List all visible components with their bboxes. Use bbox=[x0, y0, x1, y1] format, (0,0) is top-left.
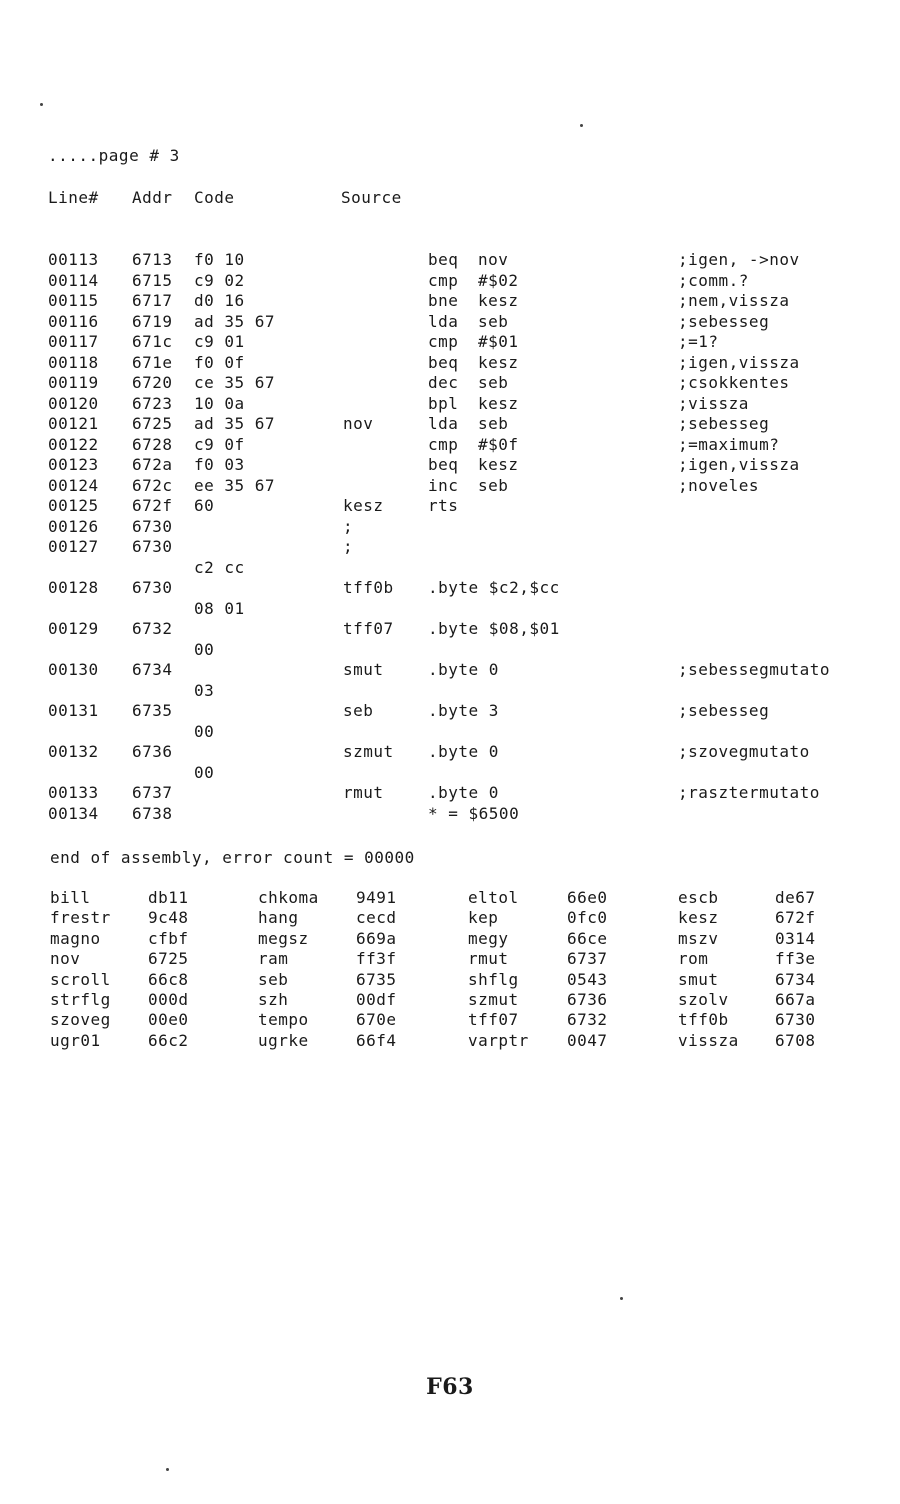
listing-label: ; bbox=[343, 537, 354, 556]
symbol-row bbox=[0, 929, 900, 949]
listing-op: .byte 0 bbox=[428, 742, 499, 761]
listing-addr: 6725 bbox=[132, 414, 173, 433]
column-source: Source bbox=[341, 188, 402, 207]
symbol-name: escb bbox=[678, 888, 719, 907]
listing-line: 00117 bbox=[48, 332, 99, 351]
listing-row bbox=[0, 414, 900, 434]
listing-addr: 6717 bbox=[132, 291, 173, 310]
listing-arg: #$01 bbox=[478, 332, 519, 351]
listing-comment: ;igen,vissza bbox=[678, 455, 800, 474]
symbol-name: scroll bbox=[50, 969, 111, 989]
symbol-name: szh bbox=[258, 990, 289, 1009]
symbol-value: 6732 bbox=[567, 1010, 608, 1030]
listing-line: 00116 bbox=[48, 311, 99, 331]
listing-row bbox=[0, 250, 900, 270]
symbol-value: cfbf bbox=[148, 928, 189, 948]
scan-speck bbox=[166, 1468, 169, 1471]
listing-line: 00121 bbox=[48, 414, 99, 433]
symbol-name: shflg bbox=[468, 969, 519, 989]
listing-code: ad 35 67 bbox=[194, 414, 276, 433]
listing-line: 00131 bbox=[48, 701, 99, 720]
listing-row bbox=[0, 804, 900, 824]
listing-op: cmp bbox=[428, 270, 459, 290]
symbol-name: nov bbox=[50, 949, 81, 969]
listing-row bbox=[0, 373, 900, 393]
listing-op: cmp bbox=[428, 434, 459, 454]
listing-addr: 671e bbox=[132, 352, 173, 372]
column-addr: Addr bbox=[132, 188, 173, 207]
symbol-value: 66c2 bbox=[148, 1030, 189, 1050]
listing-addr: 6734 bbox=[132, 660, 173, 679]
listing-code: ce 35 67 bbox=[194, 373, 276, 392]
end-of-assembly-line: end of assembly, error count = 00000 bbox=[50, 848, 415, 867]
listing-op: bpl bbox=[428, 393, 459, 413]
listing-op: .byte $08,$01 bbox=[428, 619, 560, 638]
symbol-value: de67 bbox=[775, 888, 816, 907]
symbol-row bbox=[0, 990, 900, 1010]
listing-line: 00132 bbox=[48, 742, 99, 761]
listing-code: c2 cc bbox=[194, 557, 245, 577]
listing-comment: ;sebesseg bbox=[678, 414, 770, 433]
listing-addr: 6719 bbox=[132, 311, 173, 331]
listing-line: 00130 bbox=[48, 660, 99, 679]
symbol-name: rom bbox=[678, 949, 709, 969]
symbol-name: hang bbox=[258, 908, 299, 928]
listing-line: 00122 bbox=[48, 434, 99, 454]
listing-addr: 6730 bbox=[132, 537, 173, 556]
listing-op: beq bbox=[428, 250, 459, 269]
listing-row bbox=[0, 455, 900, 475]
listing-op: lda bbox=[428, 311, 459, 331]
listing-comment: ;sebesseg bbox=[678, 701, 770, 720]
listing-line: 00115 bbox=[48, 291, 99, 310]
listing-arg: kesz bbox=[478, 393, 519, 413]
symbol-value: 6736 bbox=[567, 990, 608, 1009]
listing-line: 00127 bbox=[48, 537, 99, 556]
symbol-row bbox=[0, 949, 900, 969]
scan-speck bbox=[620, 1297, 623, 1300]
listing-line: 00124 bbox=[48, 475, 99, 495]
symbol-value: 9491 bbox=[356, 888, 397, 907]
listing-addr: 6732 bbox=[132, 619, 173, 638]
listing-label: ; bbox=[343, 516, 354, 536]
listing-row bbox=[0, 353, 900, 373]
symbol-name: seb bbox=[258, 969, 289, 989]
symbol-name: kep bbox=[468, 908, 499, 928]
listing-comment: ;=maximum? bbox=[678, 434, 780, 454]
symbol-name: mszv bbox=[678, 928, 719, 948]
symbol-name: bill bbox=[50, 888, 91, 907]
listing-arg: kesz bbox=[478, 352, 519, 372]
symbol-value: 0fc0 bbox=[567, 908, 608, 928]
listing-row bbox=[0, 763, 900, 783]
symbol-value: 669a bbox=[356, 928, 397, 948]
listing-arg: nov bbox=[478, 250, 509, 269]
listing-addr: 6720 bbox=[132, 373, 173, 392]
listing-addr: 6736 bbox=[132, 742, 173, 761]
listing-op: .byte 3 bbox=[428, 701, 499, 720]
listing-row bbox=[0, 783, 900, 803]
listing-code: d0 16 bbox=[194, 291, 245, 310]
listing-comment: ;csokkentes bbox=[678, 373, 790, 392]
listing-line: 00113 bbox=[48, 250, 99, 269]
listing-comment: ;=1? bbox=[678, 332, 719, 351]
listing-code: f0 0f bbox=[194, 352, 245, 372]
listing-code: ad 35 67 bbox=[194, 311, 276, 331]
listing-label: smut bbox=[343, 660, 384, 679]
listing-row bbox=[0, 681, 900, 701]
scan-speck bbox=[40, 103, 43, 106]
symbol-name: ugrke bbox=[258, 1030, 309, 1050]
listing-comment: ;igen, ->nov bbox=[678, 250, 800, 269]
symbol-value: 6735 bbox=[356, 969, 397, 989]
listing-code: c9 01 bbox=[194, 332, 245, 351]
symbol-name: rmut bbox=[468, 949, 509, 969]
listing-row bbox=[0, 599, 900, 619]
symbol-value: 00e0 bbox=[148, 1010, 189, 1030]
listing-addr: 6737 bbox=[132, 783, 173, 802]
listing-addr: 672a bbox=[132, 455, 173, 474]
listing-comment: ;vissza bbox=[678, 393, 749, 413]
listing-addr: 672c bbox=[132, 475, 173, 495]
listing-arg: #$02 bbox=[478, 270, 519, 290]
listing-arg: seb bbox=[478, 311, 509, 331]
listing-arg: kesz bbox=[478, 455, 519, 474]
symbol-value: 670e bbox=[356, 1010, 397, 1030]
listing-row bbox=[0, 701, 900, 721]
listing-op: beq bbox=[428, 455, 459, 474]
listing-addr: 672f bbox=[132, 496, 173, 515]
listing-addr: 6728 bbox=[132, 434, 173, 454]
listing-addr: 6730 bbox=[132, 516, 173, 536]
listing-addr: 671c bbox=[132, 332, 173, 351]
listing-row bbox=[0, 640, 900, 660]
symbol-row bbox=[0, 1010, 900, 1030]
symbol-name: szmut bbox=[468, 990, 519, 1009]
listing-op: bne bbox=[428, 291, 459, 310]
listing-row bbox=[0, 394, 900, 414]
symbol-name: tff07 bbox=[468, 1010, 519, 1030]
listing-comment: ;igen,vissza bbox=[678, 352, 800, 372]
symbol-name: vissza bbox=[678, 1030, 739, 1050]
listing-row bbox=[0, 578, 900, 598]
listing-line: 00126 bbox=[48, 516, 99, 536]
symbol-value: 0543 bbox=[567, 969, 608, 989]
listing-line: 00134 bbox=[48, 803, 99, 823]
listing-label: rmut bbox=[343, 783, 384, 802]
listing-op: cmp bbox=[428, 332, 459, 351]
listing-label: tff0b bbox=[343, 578, 394, 597]
column-line: Line# bbox=[48, 188, 99, 207]
listing-code: 08 01 bbox=[194, 598, 245, 618]
symbol-value: cecd bbox=[356, 908, 397, 928]
symbol-value: 0047 bbox=[567, 1030, 608, 1050]
symbol-row bbox=[0, 888, 900, 908]
symbol-value: ff3f bbox=[356, 949, 397, 969]
listing-comment: ;sebessegmutato bbox=[678, 660, 830, 679]
symbol-value: 66f4 bbox=[356, 1030, 397, 1050]
listing-row bbox=[0, 558, 900, 578]
column-code: Code bbox=[194, 188, 235, 207]
symbol-value: 66e0 bbox=[567, 888, 608, 907]
listing-code: ee 35 67 bbox=[194, 475, 276, 495]
symbol-value: 6730 bbox=[775, 1010, 816, 1030]
symbol-value: 000d bbox=[148, 990, 189, 1009]
listing-line: 00118 bbox=[48, 352, 99, 372]
listing-row bbox=[0, 660, 900, 680]
listing-code: c9 0f bbox=[194, 434, 245, 454]
listing-op: dec bbox=[428, 373, 459, 392]
listing-arg: seb bbox=[478, 475, 509, 495]
listing-op: inc bbox=[428, 475, 459, 495]
symbol-name: tempo bbox=[258, 1010, 309, 1030]
listing-comment: ;szovegmutato bbox=[678, 742, 810, 761]
listing-row bbox=[0, 537, 900, 557]
listing-addr: 6730 bbox=[132, 578, 173, 597]
listing-op: beq bbox=[428, 352, 459, 372]
symbol-row bbox=[0, 908, 900, 928]
symbol-name: tff0b bbox=[678, 1010, 729, 1030]
listing-row bbox=[0, 476, 900, 496]
symbol-value: 6708 bbox=[775, 1030, 816, 1050]
symbol-value: 6737 bbox=[567, 949, 608, 969]
symbol-name: eltol bbox=[468, 888, 519, 907]
symbol-value: 667a bbox=[775, 990, 816, 1009]
listing-label: szmut bbox=[343, 742, 394, 761]
listing-arg: seb bbox=[478, 414, 509, 433]
symbol-value: 66ce bbox=[567, 928, 608, 948]
listing-code: f0 03 bbox=[194, 455, 245, 474]
listing-line: 00125 bbox=[48, 496, 99, 515]
symbol-name: chkoma bbox=[258, 888, 319, 907]
listing-op: .byte 0 bbox=[428, 660, 499, 679]
listing-row bbox=[0, 271, 900, 291]
listing-code: f0 10 bbox=[194, 250, 245, 269]
symbol-name: varptr bbox=[468, 1030, 529, 1050]
listing-row bbox=[0, 722, 900, 742]
page-number: F63 bbox=[426, 1374, 474, 1400]
symbol-row bbox=[0, 1031, 900, 1051]
listing-addr: 6713 bbox=[132, 250, 173, 269]
symbol-value: 00df bbox=[356, 990, 397, 1009]
symbol-name: ram bbox=[258, 949, 289, 969]
listing-arg: kesz bbox=[478, 291, 519, 310]
listing-addr: 6738 bbox=[132, 803, 173, 823]
listing-line: 00123 bbox=[48, 455, 99, 474]
listing-op: lda bbox=[428, 414, 459, 433]
listing-arg: #$0f bbox=[478, 434, 519, 454]
listing-row bbox=[0, 291, 900, 311]
symbol-value: 9c48 bbox=[148, 908, 189, 928]
scan-speck bbox=[580, 124, 583, 127]
listing-op: * = $6500 bbox=[428, 803, 520, 823]
listing-addr: 6715 bbox=[132, 270, 173, 290]
symbol-value: 0314 bbox=[775, 928, 816, 948]
listing-label: seb bbox=[343, 701, 374, 720]
listing-addr: 6735 bbox=[132, 701, 173, 720]
listing-line: 00120 bbox=[48, 393, 99, 413]
listing-op: rts bbox=[428, 496, 459, 515]
listing-row bbox=[0, 435, 900, 455]
listing-code: 00 bbox=[194, 721, 215, 741]
listing-code: c9 02 bbox=[194, 270, 245, 290]
listing-code: 60 bbox=[194, 496, 215, 515]
listing-line: 00128 bbox=[48, 578, 99, 597]
listing-line: 00119 bbox=[48, 373, 99, 392]
symbol-name: strflg bbox=[50, 990, 111, 1009]
symbol-value: db11 bbox=[148, 888, 189, 907]
symbol-name: smut bbox=[678, 969, 719, 989]
listing-arg: seb bbox=[478, 373, 509, 392]
symbol-name: magno bbox=[50, 928, 101, 948]
listing-comment: ;noveles bbox=[678, 475, 760, 495]
listing-line: 00114 bbox=[48, 270, 99, 290]
symbol-name: szoveg bbox=[50, 1010, 111, 1030]
symbol-name: frestr bbox=[50, 908, 111, 928]
symbol-name: szolv bbox=[678, 990, 729, 1009]
listing-row bbox=[0, 742, 900, 762]
listing-row bbox=[0, 619, 900, 639]
symbol-value: 6725 bbox=[148, 949, 189, 969]
listing-row bbox=[0, 496, 900, 516]
listing-row bbox=[0, 332, 900, 352]
symbol-name: kesz bbox=[678, 908, 719, 928]
listing-row bbox=[0, 312, 900, 332]
symbol-value: 66c8 bbox=[148, 969, 189, 989]
listing-code: 00 bbox=[194, 639, 215, 659]
listing-comment: ;rasztermutato bbox=[678, 783, 820, 802]
listing-row bbox=[0, 517, 900, 537]
listing-comment: ;comm.? bbox=[678, 270, 749, 290]
listing-code: 00 bbox=[194, 762, 215, 782]
listing-comment: ;nem,vissza bbox=[678, 291, 790, 310]
listing-addr: 6723 bbox=[132, 393, 173, 413]
listing-label: tff07 bbox=[343, 619, 394, 638]
listing-label: kesz bbox=[343, 496, 384, 515]
symbol-name: megy bbox=[468, 928, 509, 948]
listing-op: .byte 0 bbox=[428, 783, 499, 802]
listing-line: 00133 bbox=[48, 783, 99, 802]
symbol-value: 672f bbox=[775, 908, 816, 928]
listing-op: .byte $c2,$cc bbox=[428, 578, 560, 597]
symbol-name: megsz bbox=[258, 928, 309, 948]
page-header: .....page # 3 bbox=[48, 146, 180, 165]
listing-line: 00129 bbox=[48, 619, 99, 638]
symbol-name: ugr01 bbox=[50, 1030, 101, 1050]
listing-code: 03 bbox=[194, 680, 215, 700]
listing-label: nov bbox=[343, 414, 374, 433]
listing-code: 10 0a bbox=[194, 393, 245, 413]
symbol-value: ff3e bbox=[775, 949, 816, 969]
symbol-row bbox=[0, 970, 900, 990]
listing-comment: ;sebesseg bbox=[678, 311, 770, 331]
symbol-value: 6734 bbox=[775, 969, 816, 989]
